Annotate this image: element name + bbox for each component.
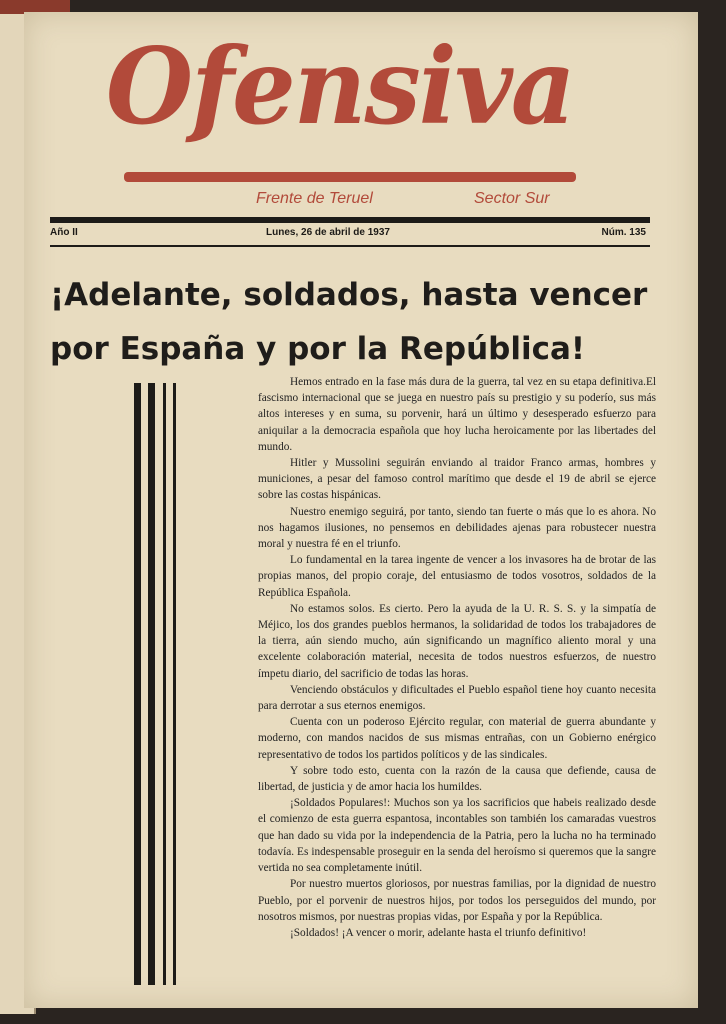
article-paragraph: ¡Soldados! ¡A vencer o morir, adelante hasta el triunfo definitivo! xyxy=(290,926,587,939)
headline xyxy=(50,268,670,376)
article-paragraph: Por nuestro muertos gloriosos, por nuestras familias, por la dignidad de nuestro Pueblo, por el porvenir de nuestros hijos, por todos los perseguidos del mundo, por nosotros mismos, por nuestras propias vidas, por España y por la República. xyxy=(258,878,656,923)
headline-line-1: ¡Adelante, soldados, hasta vencer xyxy=(50,277,648,313)
masthead-title: Ofensiva xyxy=(106,24,574,148)
article-paragraph: Hitler y Mussolini seguirán enviando al traidor Franco armas, hombres y municiones, a pesar del famoso control marítimo que desde el 19 de abril se ejerce sobre las costas hispánicas. xyxy=(258,457,656,502)
headline-line-2: por España y por la República! xyxy=(50,331,586,367)
article-paragraph: No estamos solos. Es cierto. Pero la ayuda de la U. R. S. S. y la simpatía de Méjico, los dos grandes pueblos hermanos, la solidaridad de todos los trabajadores de la tierra, aún siendo mucho, aún significando un magnífico aliento moral y una excelente colaboración material, necesita de todos nuestros esfuerzos, de nuestro ímpetu diario, del sacrificio de todas las horas. xyxy=(258,602,656,680)
article-paragraph: Nuestro enemigo seguirá, por tanto, siendo tan fuerte o más que lo es ahora. No nos hagamos ilusiones, no pensemos en debilidades ajenas para robustecer nuestra moral y nuestra fé en el triunfo. xyxy=(258,505,656,551)
article-paragraph: Lo fundamental en la tarea ingente de vencer a los invasores ha de brotar de las propias manos, del propio coraje, del entusiasmo de todos vosotros, soldados de la República Española. xyxy=(258,554,656,599)
article-paragraph: Cuenta con un poderoso Ejército regular, con material de guerra abundante y moderno, con mandos nacidos de sus mismas entrañas, con un Gobierno enérgico representativo de todos los partidos políticos y de las sindicales. xyxy=(258,716,656,761)
newspaper-page xyxy=(24,12,698,1008)
issue-year: Año II xyxy=(50,227,78,238)
article-paragraph: Y sobre todo esto, cuenta con la razón de la causa que defiende, causa de libertad, de justicia y de amor hacia los humildes. xyxy=(258,764,656,794)
vertical-bar xyxy=(148,383,155,985)
issue-date: Lunes, 26 de abril de 1937 xyxy=(266,227,390,238)
masthead-underline xyxy=(124,172,576,182)
vertical-bar xyxy=(134,383,141,985)
masthead xyxy=(106,24,576,207)
dateline-rule-top xyxy=(50,217,650,223)
issue-number: Núm. 135 xyxy=(601,227,646,238)
article-paragraph: ¡Soldados Populares!: Muchos son ya los sacrificios que habeis realizado desde el comienzo de esta guerra espantosa, incontables son también los camaradas vuestros que han dado su vida por la independencia de la Patria, pero la lucha no ha terminado todavía. Es indespensable proseguir en la senda del heroísmo si queremos que la sangre vertida no sea completamente inútil. xyxy=(258,797,656,875)
vertical-bar xyxy=(173,383,176,985)
masthead-subtitle-left: Frente de Teruel xyxy=(256,190,373,207)
masthead-subtitle-right: Sector Sur xyxy=(474,190,550,207)
article-paragraph: Venciendo obstáculos y dificultades el Pueblo español tiene hoy cuanto necesita para derrotar a sus eternos enemigos. xyxy=(258,683,656,713)
dateline-rule-bottom xyxy=(50,245,650,247)
article-paragraph: Hemos entrado en la fase más dura de la guerra, tal vez en su etapa definitiva.El fascismo internacional que se juega en nuestro país su prestigio y su poderío, sus más altos intereses y en suma, su porvenir, hará un último y desesperado esfuerzo para aniquilar a la democracia española que hoy lucha heroicamente por las libertades del mundo. xyxy=(258,376,656,453)
vertical-bar xyxy=(163,383,166,985)
article-body xyxy=(258,374,656,941)
decorative-vertical-bars xyxy=(132,383,182,985)
